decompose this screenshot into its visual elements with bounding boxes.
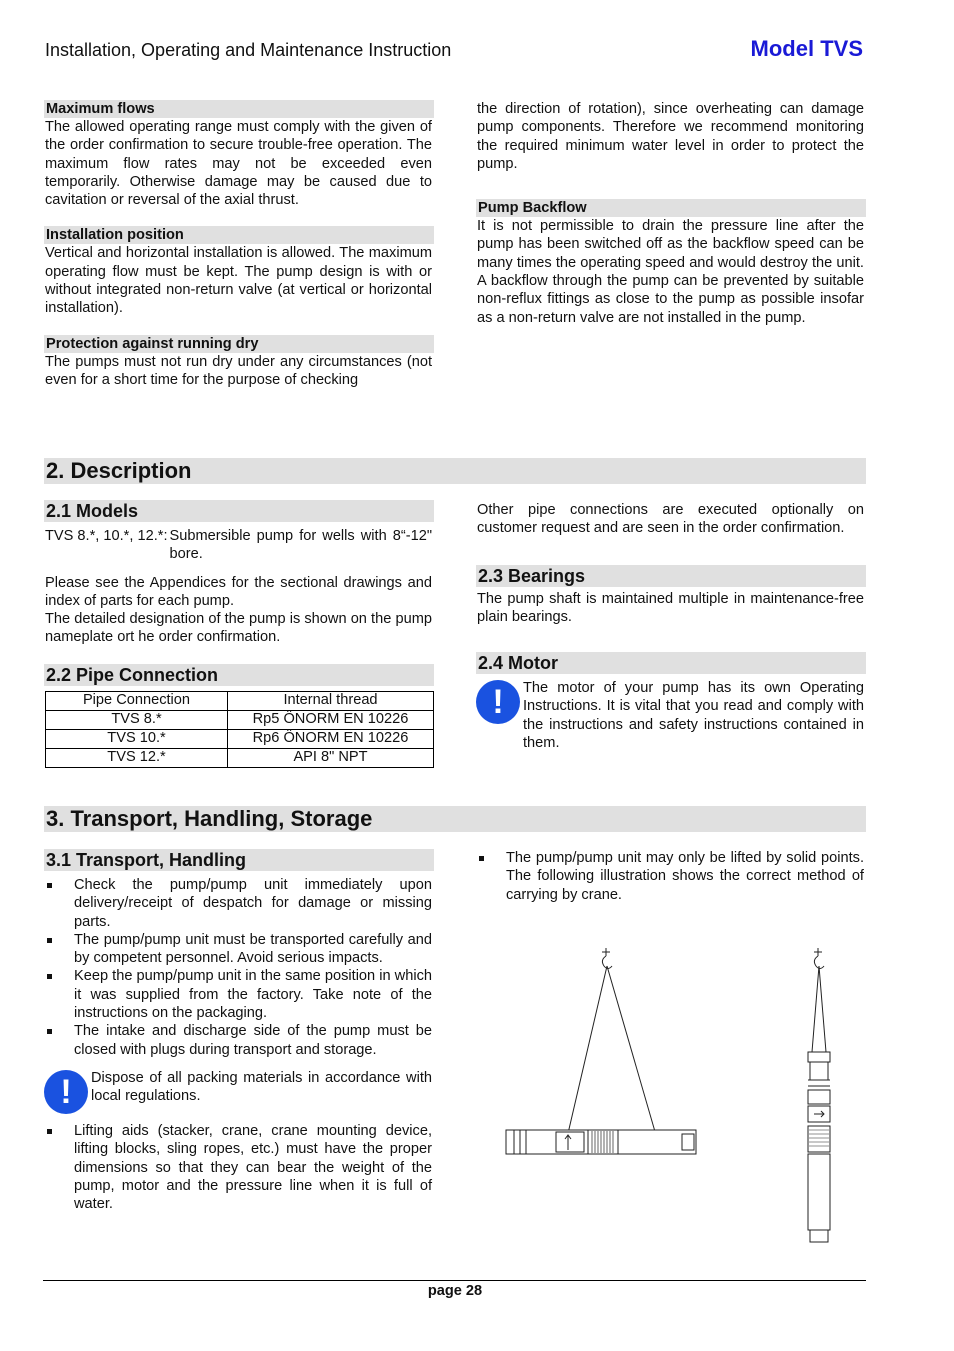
section2-left-column: [44, 500, 434, 768]
top-left-column: [44, 100, 434, 389]
table-cell: TVS 12.*: [46, 748, 228, 767]
crane-hook-icon: [814, 948, 824, 969]
installation-position-heading: Installation position: [44, 226, 434, 244]
installation-position-text: Vertical and horizontal installation is allowed. The maximum operating flow must be kept. The pump design is with or without integrated non-return valve (at vertical or horizontal installation).: [45, 245, 432, 317]
motor-warning: [476, 679, 866, 752]
section3-right-column: [476, 849, 866, 904]
dispose-text: Dispose of all packing materials in accordance with local regulations.: [91, 1069, 432, 1105]
transport-handling-heading: 3.1 Transport, Handling: [44, 849, 434, 871]
top-right-column: [476, 100, 866, 327]
section2-right-column: [476, 501, 866, 752]
list-item: Check the pump/pump unit immediately upon delivery/receipt of despatch for damage or missing parts.: [44, 876, 434, 931]
page-number: page 28: [427, 1283, 483, 1299]
table-cell: TVS 10.*: [46, 729, 228, 748]
list-item: The pump/pump unit must be transported carefully and by competent personnel. Avoid serious impacts.: [44, 931, 434, 968]
appendix-text: Please see the Appendices for the sectional drawings and index of parts for each pump.: [45, 574, 432, 609]
models-heading: 2.1 Models: [44, 500, 434, 522]
pipe-connection-table: [45, 691, 434, 768]
models-description: Submersible pump for wells with 8“-12" bore.: [169, 528, 432, 563]
table-cell: TVS 8.*: [46, 710, 228, 729]
transport-bullet-list: [44, 876, 434, 1059]
list-item: Lifting aids (stacker, crane, crane mounting device, lifting blocks, sling ropes, etc.) must have the proper dimensions so that they can bear the weight of the pump, motor and the pressure line when it is full of water.: [44, 1122, 434, 1213]
pump-backflow-text: It is not permissible to drain the pressure line after the pump has been switched off as the backflow speed can be many times the operating speed and would destroy the unit. A backflow through the pump can be prevented by suitable non-reflux fittings as close to the pump as possible insofar as a non-return valve are not installed in the pump.: [477, 218, 864, 326]
table-header-cell: Internal thread: [228, 691, 434, 710]
bearings-text: The pump shaft is maintained multiple in maintenance-free plain bearings.: [477, 590, 864, 625]
section-description-heading: 2. Description: [44, 458, 866, 484]
max-flows-heading: Maximum flows: [44, 100, 434, 118]
crane-hook-icon: [602, 948, 612, 969]
pump-backflow-heading: Pump Backflow: [476, 199, 866, 217]
table-header-row: [46, 691, 434, 710]
list-item: Keep the pump/pump unit in the same position in which it was supplied from the factory. Take note of the instructions on the packaging.: [44, 967, 434, 1022]
models-label: TVS 8.*, 10.*, 12.*:: [45, 528, 168, 544]
table-row: [46, 710, 434, 729]
running-dry-heading: Protection against running dry: [44, 335, 434, 353]
table-cell: Rp6 ÖNORM EN 10226: [228, 729, 434, 748]
document-header-title: Installation, Operating and Maintenance Instruction: [45, 40, 452, 60]
rotation-continuation-text: the direction of rotation), since overheating can damage pump components. Therefore we recommend monitoring the required minimum water level in order to protect the pump.: [477, 101, 864, 172]
list-item: The pump/pump unit may only be lifted by solid points. The following illustration shows the correct method of carrying by crane.: [476, 849, 866, 904]
bearings-heading: 2.3 Bearings: [476, 565, 866, 587]
designation-text: The detailed designation of the pump is shown on the pump nameplate ort he order confirmation.: [45, 611, 432, 646]
section3-left-column: [44, 849, 434, 1213]
pipe-connection-heading: 2.2 Pipe Connection: [44, 664, 434, 686]
other-pipe-text: Other pipe connections are executed optionally on customer request and are seen in the order confirmation.: [477, 502, 864, 537]
section-transport-heading: 3. Transport, Handling, Storage: [44, 806, 866, 832]
models-entry: [44, 527, 434, 564]
exclamation-icon: !: [44, 1070, 88, 1114]
list-item: The intake and discharge side of the pump must be closed with plugs during transport and storage.: [44, 1022, 434, 1059]
crane-bullet-list: [476, 849, 866, 904]
footer-rule: [43, 1280, 866, 1281]
table-cell: Rp5 ÖNORM EN 10226: [228, 710, 434, 729]
vertical-lift-diagram: [808, 948, 830, 1242]
max-flows-text: The allowed operating range must comply with the given of the order confirmation to secure trouble-free operation. The maximum flow rates may not be exceeded even temporarily. Otherwise damage may be caused due to cavitation or reversal of the axial thrust.: [45, 119, 432, 209]
crane-lifting-illustration: [496, 940, 866, 1250]
dispose-warning: [44, 1069, 434, 1114]
table-row: [46, 729, 434, 748]
lifting-bullet-list: [44, 1122, 434, 1213]
horizontal-lift-diagram: [506, 948, 696, 1154]
running-dry-text: The pumps must not run dry under any circumstances (not even for a short time for the purpose of checking: [45, 353, 432, 388]
table-header-cell: Pipe Connection: [46, 691, 228, 710]
motor-heading: 2.4 Motor: [476, 652, 866, 674]
motor-text: The motor of your pump has its own Operating Instructions. It is vital that you read and comply with the instructions and safety instructions contained in them.: [523, 680, 864, 752]
table-row: [46, 748, 434, 767]
exclamation-icon: !: [476, 680, 520, 724]
model-title: Model TVS: [750, 36, 863, 61]
table-cell: API 8" NPT: [228, 748, 434, 767]
